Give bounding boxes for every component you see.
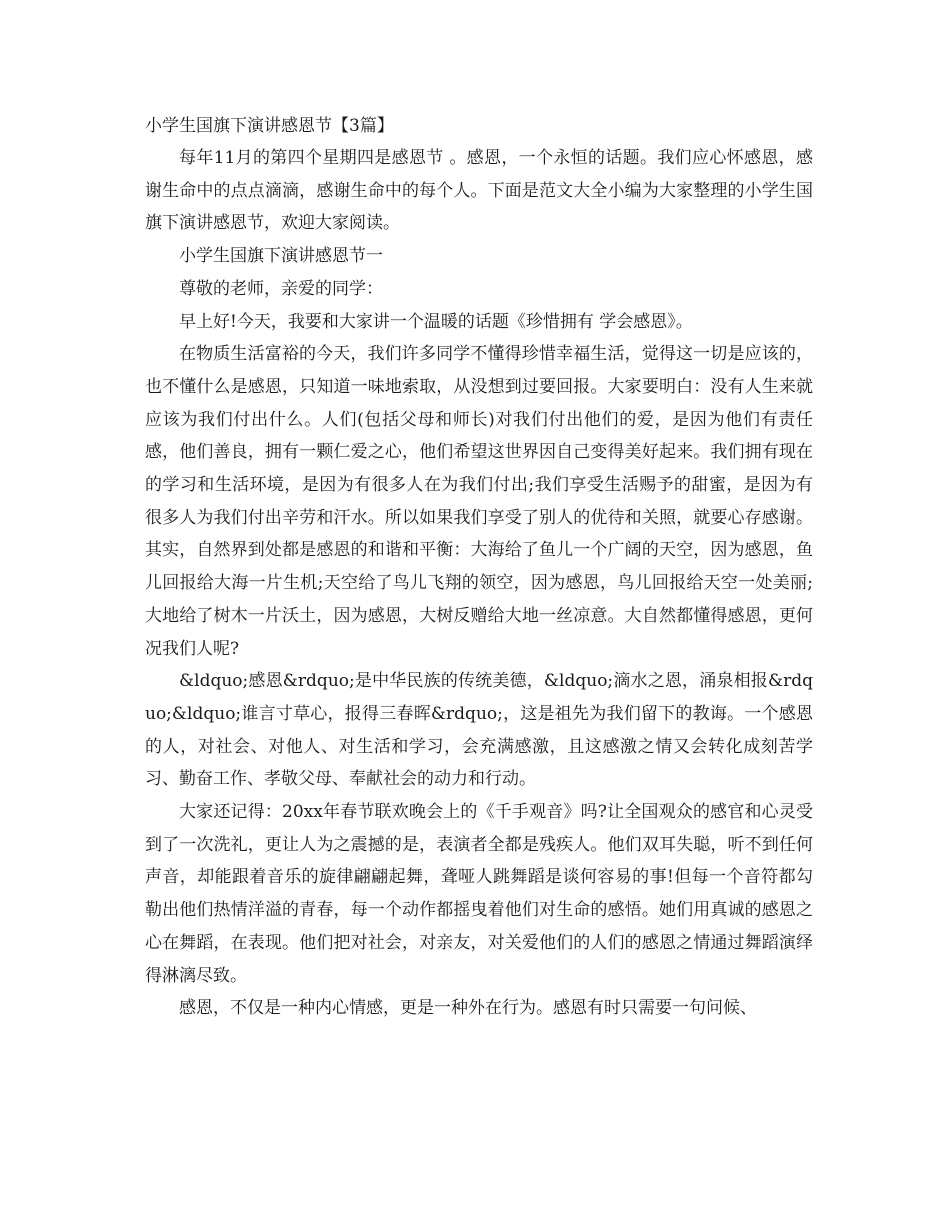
paragraph-body-1: 在物质生活富裕的今天，我们许多同学不懂得珍惜幸福生活，觉得这一切是应该的，也不懂什么是感恩，只知道一味地索取，从没想到过要回报。大家要明白：没有人生来就应该为我们付出什么。人们(包括父母和师长)对我们付出他们的爱，是因为他们有责任感，他们善良，拥有一颗仁爱之心，他们希望这世界因自己变得美好起来。我们拥有现在的学习和生活环境，是因为有很多人在为我们付出;我们享受生活赐予的甜蜜，是因为有很多人为我们付出辛劳和汗水。所以如果我们享受了别人的优待和关照，就要心存感谢。其实，自然界到处都是感恩的和谐和平衡：大海给了鱼儿一个广阔的天空，因为感恩，鱼儿回报给大海一片生机;天空给了鸟儿飞翔的领空，因为感恩，鸟儿回报给天空一处美丽;大地给了树木一片沃土，因为感恩，大树反赠给大地一丝凉意。大自然都懂得感恩，更何况我们人呢? xyxy=(145,344,813,659)
paragraph-intro: 每年11月的第四个星期四是感恩节 。感恩，一个永恒的话题。我们应心怀感恩，感谢生命中的点点滴滴，感谢生命中的每个人。下面是范文大全小编为大家整理的小学生国旗下演讲感恩节，欢迎大家阅读。 xyxy=(145,148,813,234)
paragraph-greeting: 早上好!今天，我要和大家讲一个温暖的话题《珍惜拥有 学会感恩》。 xyxy=(179,311,693,332)
section-heading-1: 小学生国旗下演讲感恩节一 xyxy=(179,246,383,267)
salutation: 尊敬的老师，亲爱的同学： xyxy=(179,278,383,299)
document-title: 小学生国旗下演讲感恩节【3篇】 xyxy=(145,116,394,136)
paragraph-body-3: 大家还记得：20xx年春节联欢晚会上的《千手观音》吗?让全国观众的感官和心灵受到了一次洗礼，更让人为之震撼的是，表演者全都是残疾人。他们双耳失聪，听不到任何声音，却能跟着音乐的旋律翩翩起舞，聋哑人跳舞蹈是谈何容易的事!但每一个音符都勾勒出他们热情洋溢的青春，每一个动作都摇曳着他们对生命的感悟。她们用真诚的感恩之心在舞蹈，在表现。他们把对社会，对亲友，对关爱他们的人们的感恩之情通过舞蹈演绎得淋漓尽致。 xyxy=(145,802,813,986)
paragraph-body-4: 感恩，不仅是一种内心情感，更是一种外在行为。感恩有时只需要一句问候、 xyxy=(179,998,757,1019)
paragraph-body-2: &ldquo;感恩&rdquo;是中华民族的传统美德，&ldquo;滴水之恩，涌泉相报&rdquo;&ldquo;谁言寸草心，报得三春晖&rdquo;，这是祖先为我们留下的教诲。一个感恩的人，对社会、对他人、对生活和学习，会充满感激，且这感激之情又会转化成刻苦学习、勤奋工作、孝敬父母、奉献社会的动力和行动。 xyxy=(145,671,813,790)
document-page xyxy=(145,114,813,1025)
